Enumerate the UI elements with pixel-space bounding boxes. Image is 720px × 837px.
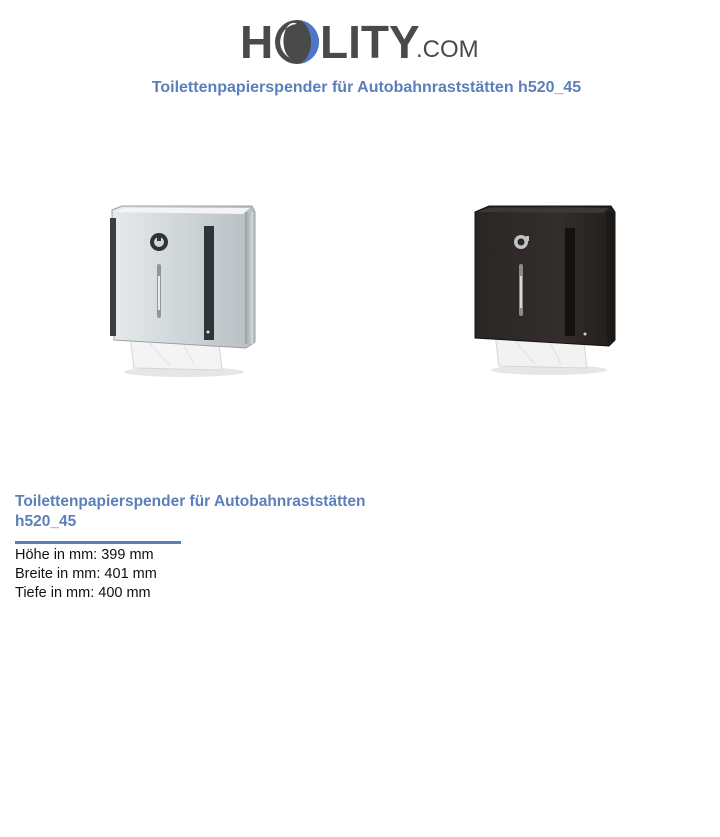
holity-logo[interactable] [240, 10, 485, 70]
page-title: Toilettenpapierspender für Autobahnraststätten h520_45 [151, 79, 582, 96]
logo-suffix-com: .COM [416, 36, 479, 63]
logo-letter-h: H [240, 16, 274, 68]
spec-depth: Tiefe in mm: 400 mm [15, 585, 151, 601]
logo-letters-lity: LITY [320, 16, 420, 68]
product-title-line-1: Toilettenpapierspender für Autobahnraststätten [15, 493, 366, 510]
product-title-line-2: h520_45 [15, 512, 77, 530]
product-image-black[interactable] [463, 198, 628, 380]
product-title [15, 492, 375, 531]
logo-o-swirl-icon [275, 20, 319, 64]
spec-height: Höhe in mm: 399 mm [15, 547, 154, 563]
product-specs-list [15, 546, 157, 603]
silver-paper-dispenser-image [100, 198, 265, 380]
logo-graphic [240, 10, 485, 70]
product-image-silver[interactable] [100, 198, 265, 380]
title-underline-divider [15, 541, 181, 544]
black-paper-dispenser-image [463, 198, 628, 380]
spec-width: Breite in mm: 401 mm [15, 566, 157, 582]
